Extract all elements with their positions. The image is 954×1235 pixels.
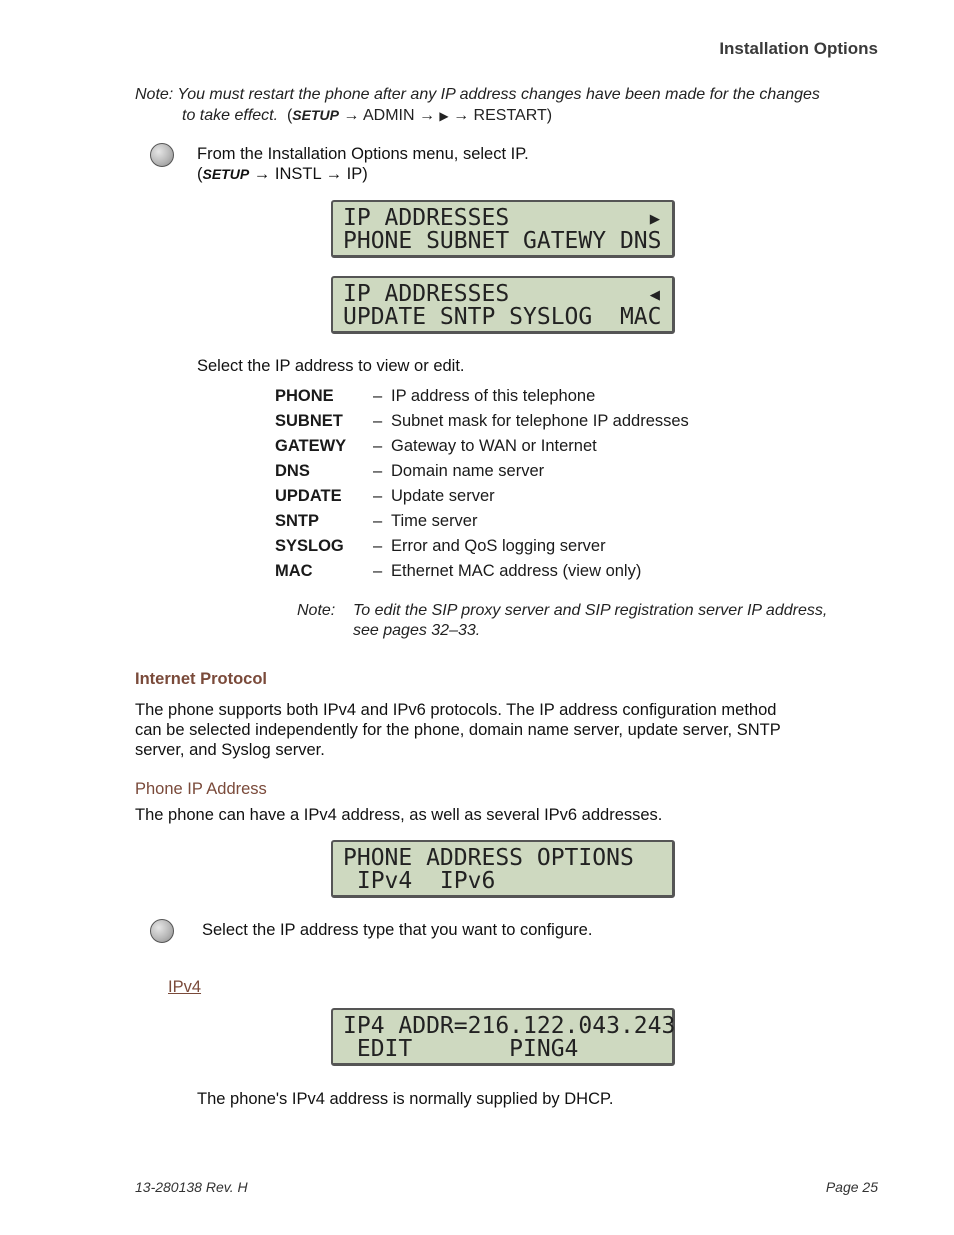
definition-dash: – <box>373 437 383 455</box>
step1-path <box>197 164 529 184</box>
definition-row <box>275 537 689 562</box>
footer-page-number: Page 25 <box>825 1179 878 1195</box>
restart-note-text: to take effect. <box>182 107 279 124</box>
definition-desc: Time server <box>391 512 478 530</box>
definition-dash: – <box>373 512 383 530</box>
internet-protocol-paragraph <box>135 700 781 760</box>
definition-dash: – <box>373 412 383 430</box>
definition-term: SYSLOG <box>275 537 344 555</box>
phone-ip-address-text: The phone can have a IPv4 address, as well as several IPv6 addresses. <box>135 806 663 824</box>
definition-row <box>275 412 689 437</box>
page-header-title: Installation Options <box>719 39 878 58</box>
restart-path-part1: → ADMIN → <box>338 107 440 124</box>
definition-row <box>275 512 689 537</box>
lcd-line1: PHONE ADDRESS OPTIONS <box>343 845 634 871</box>
lcd-display-phone-address-options <box>331 840 675 898</box>
paragraph-line: can be selected independently for the phone, domain name server, update server, SNTP <box>135 721 781 739</box>
step1-text <box>197 144 529 184</box>
step-bullet-icon <box>150 919 174 943</box>
sip-note <box>297 601 827 641</box>
definition-term: MAC <box>275 562 313 580</box>
ipv4-heading-link[interactable]: IPv4 <box>168 978 202 996</box>
definition-term: GATEWY <box>275 437 347 455</box>
definition-term: PHONE <box>275 387 334 405</box>
lcd-line1: IP ADDRESSES <box>343 205 510 231</box>
lcd-display-ip-addresses-1 <box>331 200 675 258</box>
lcd-line2: IPv4 IPv6 <box>343 868 496 894</box>
paren-open: ( <box>197 165 203 183</box>
definition-term: SUBNET <box>275 412 343 430</box>
lcd-line1: IP ADDRESSES <box>343 281 510 307</box>
paragraph-line: server, and Syslog server. <box>135 741 325 759</box>
definition-dash: – <box>373 487 383 505</box>
step1-instruction: From the Installation Options menu, select IP. <box>197 145 529 163</box>
lcd-line1: IP4 ADDR=216.122.043.243 <box>343 1013 676 1039</box>
definition-term: SNTP <box>275 512 320 530</box>
definition-row <box>275 562 689 587</box>
lcd-line2: UPDATE SNTP SYSLOG MAC <box>343 304 662 330</box>
right-triangle-icon: ▶ <box>649 209 660 229</box>
restart-note-line2 <box>135 105 895 127</box>
definition-term: UPDATE <box>275 487 342 505</box>
step2-text: Select the IP address type that you want to configure. <box>202 921 593 939</box>
select-ip-text: Select the IP address to view or edit. <box>197 357 465 375</box>
definition-dash: – <box>373 462 383 480</box>
internet-protocol-heading: Internet Protocol <box>135 670 268 688</box>
definition-desc: Gateway to WAN or Internet <box>391 437 597 455</box>
definition-desc: Update server <box>391 487 495 505</box>
step-bullet-icon <box>150 143 174 167</box>
setup-key: SETUP <box>292 107 339 123</box>
paragraph-line: The phone supports both IPv4 and IPv6 protocols. The IP address configuration method <box>135 701 777 719</box>
definition-row <box>275 437 689 462</box>
definition-row <box>275 487 689 512</box>
footer-doc-id: 13-280138 Rev. H <box>135 1179 248 1195</box>
definition-desc: IP address of this telephone <box>391 387 596 405</box>
definition-desc: Error and QoS logging server <box>391 537 606 555</box>
ipv4-dhcp-text: The phone's IPv4 address is normally supplied by DHCP. <box>197 1090 614 1108</box>
definition-desc: Domain name server <box>391 462 545 480</box>
sip-note-line1: To edit the SIP proxy server and SIP registration server IP address, <box>353 602 828 619</box>
lcd-display-ip-addresses-2 <box>331 276 675 334</box>
definition-desc: Subnet mask for telephone IP addresses <box>391 412 689 430</box>
definition-term: DNS <box>275 462 310 480</box>
phone-ip-address-heading: Phone IP Address <box>135 780 267 798</box>
restart-path-part2: → RESTART <box>448 107 547 124</box>
lcd-line2: PHONE SUBNET GATEWY DNS <box>343 228 662 254</box>
paren-open: ( <box>286 107 293 124</box>
step1-path-rest: → INSTL → IP) <box>249 165 368 183</box>
restart-note-line1: Note: You must restart the phone after any IP address changes have been made for the changes <box>135 86 820 103</box>
left-triangle-icon: ◀ <box>649 285 660 305</box>
definition-dash: – <box>373 387 383 405</box>
sip-note-line2: see pages 32–33. <box>353 622 481 639</box>
note-label: Note: <box>297 602 336 619</box>
lcd-display-ip4-addr <box>331 1008 675 1066</box>
definition-desc: Ethernet MAC address (view only) <box>391 562 642 580</box>
definition-dash: – <box>373 562 383 580</box>
restart-note <box>135 84 895 127</box>
paren-close: ) <box>546 107 553 124</box>
restart-path <box>287 107 552 124</box>
definition-row <box>275 387 689 412</box>
definition-row <box>275 462 689 487</box>
definition-list <box>275 387 689 587</box>
setup-key: SETUP <box>202 166 250 182</box>
definition-dash: – <box>373 537 383 555</box>
lcd-line2: EDIT PING4 <box>343 1036 579 1062</box>
right-arrow-icon: ▶ <box>439 109 449 123</box>
